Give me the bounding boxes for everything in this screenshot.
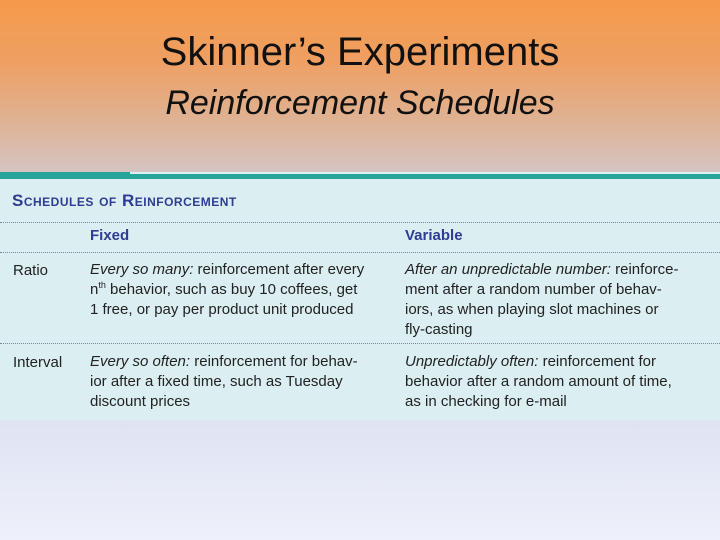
cell-text: n — [90, 281, 99, 298]
cell-text: 1 free, or pay per product unit produced — [90, 301, 354, 318]
column-header-fixed: Fixed — [90, 227, 130, 244]
cell-interval-fixed — [90, 352, 390, 412]
row-label-interval: Interval — [13, 354, 63, 371]
cell-text: reinforce- — [610, 261, 679, 278]
table-top-rule — [0, 174, 720, 179]
cell-text: reinforcement for behav- — [190, 353, 358, 370]
cell-text: fly-casting — [405, 321, 473, 338]
cell-lead: Unpredictably often: — [405, 353, 539, 370]
cell-ratio-fixed — [90, 260, 390, 320]
slide-title: Skinner’s Experiments — [160, 30, 560, 74]
cell-text: discount prices — [90, 393, 191, 410]
cell-text: ior after a fixed time, such as Tuesday — [90, 373, 343, 390]
cell-text: reinforcement for — [538, 353, 656, 370]
table-divider — [0, 252, 720, 253]
table-title: Schedules of Reinforcement — [12, 191, 237, 210]
cell-text: reinforcement after every — [193, 261, 365, 278]
cell-text: behavior, such as buy 10 coffees, get — [105, 281, 358, 298]
table-divider — [0, 343, 720, 344]
schedules-table — [0, 172, 720, 420]
cell-lead: Every so often: — [90, 353, 191, 370]
cell-lead: After an unpredictable number: — [405, 261, 611, 278]
cell-superscript: th — [98, 280, 106, 290]
cell-lead: Every so many: — [90, 261, 194, 278]
table-divider — [0, 222, 720, 223]
row-label-ratio: Ratio — [13, 262, 49, 279]
column-header-variable: Variable — [405, 227, 463, 244]
slide-subtitle: Reinforcement Schedules — [165, 84, 555, 122]
cell-text: ment after a random number of behav- — [405, 281, 662, 298]
cell-interval-variable — [405, 352, 715, 412]
cell-text: as in checking for e-mail — [405, 393, 567, 410]
cell-ratio-variable — [405, 260, 715, 340]
cell-text: behavior after a random amount of time, — [405, 373, 672, 390]
slide-background-lower — [0, 420, 720, 540]
cell-text: iors, as when playing slot machines or — [405, 301, 659, 318]
